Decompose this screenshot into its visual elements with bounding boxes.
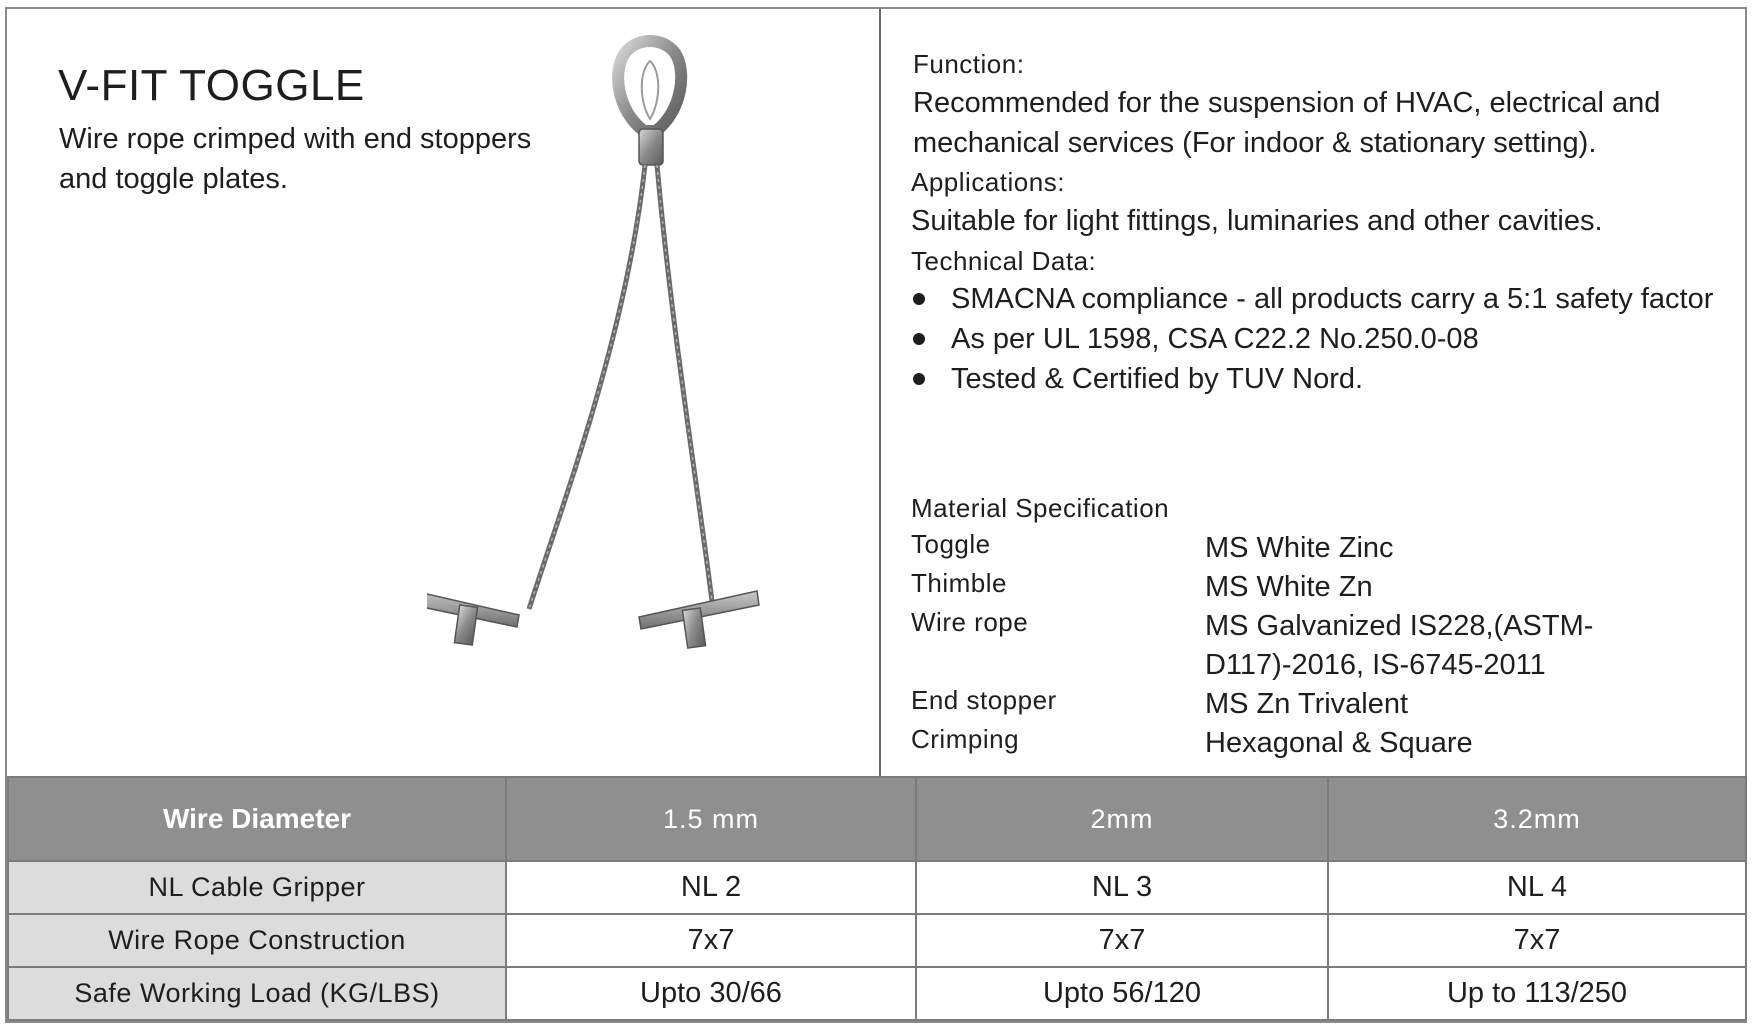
table-row [8,861,1746,914]
bullet-dot-icon [913,293,925,305]
material-value: MS White Zinc [1205,532,1394,564]
table-cell: NL 3 [916,861,1328,914]
material-name: End stopper [911,685,1057,715]
material-name: Thimble [911,568,1007,598]
technical-item: As per UL 1598, CSA C22.2 No.250.0-08 [907,319,1713,359]
table-cell: Up to 113/250 [1328,967,1746,1020]
info-panel [881,9,1747,776]
table-cell: 7x7 [1328,914,1746,967]
material-value: MS Zn Trivalent [1205,688,1409,720]
toggle-plate-right-icon [639,591,759,648]
table-cell: 7x7 [506,914,916,967]
material-name: Toggle [911,529,991,559]
table-cell: NL 2 [506,861,916,914]
v-fit-toggle-product-image [427,31,877,731]
product-subtitle: Wire rope crimped with end stoppers and toggle plates. [59,123,532,195]
header-cell: 3.2mm [1328,777,1746,861]
function-text: Recommended for the suspension of HVAC, electrical and mechanical services (For indoor & stationary setting). [913,87,1661,159]
technical-label: Technical Data: [911,246,1097,276]
applications-text: Suitable for light fittings, luminaries and other cavities. [911,205,1603,237]
header-wire-diameter: Wire Diameter [8,777,506,861]
table-cell: Upto 30/66 [506,967,916,1020]
technical-item: Tested & Certified by TUV Nord. [907,359,1713,399]
material-name: Wire rope [911,607,1029,637]
row-label: Safe Working Load (KG/LBS) [8,967,506,1020]
function-label: Function: [913,49,1025,79]
bullet-dot-icon [913,373,925,385]
material-value: Hexagonal & Square [1205,727,1473,759]
header-cell: 2mm [916,777,1328,861]
row-label: Wire Rope Construction [8,914,506,967]
product-title: V-FIT TOGGLE [58,61,365,110]
header-cell: 1.5 mm [506,777,916,861]
material-value: MS White Zn [1205,571,1373,603]
product-panel [7,9,879,776]
table-row [8,967,1746,1020]
table-cell: 7x7 [916,914,1328,967]
product-sheet [5,7,1747,1023]
ferrule-icon [639,129,663,165]
material-value: MS Galvanized IS228,(ASTM-D117)-2016, IS-6745-2011 [1205,610,1594,681]
material-spec-heading: Material Specification [911,493,1170,523]
toggle-plate-left-icon [427,589,519,645]
table-row [8,914,1746,967]
technical-item: SMACNA compliance - all products carry a 5:1 safety factor [907,279,1713,319]
applications-label: Applications: [911,167,1065,197]
row-label: NL Cable Gripper [8,861,506,914]
spec-table-header [8,777,1746,861]
table-cell: NL 4 [1328,861,1746,914]
spec-table [7,776,1747,1021]
material-name: Crimping [911,724,1020,754]
technical-data-list [907,279,1713,399]
table-cell: Upto 56/120 [916,967,1328,1020]
bullet-dot-icon [913,333,925,345]
